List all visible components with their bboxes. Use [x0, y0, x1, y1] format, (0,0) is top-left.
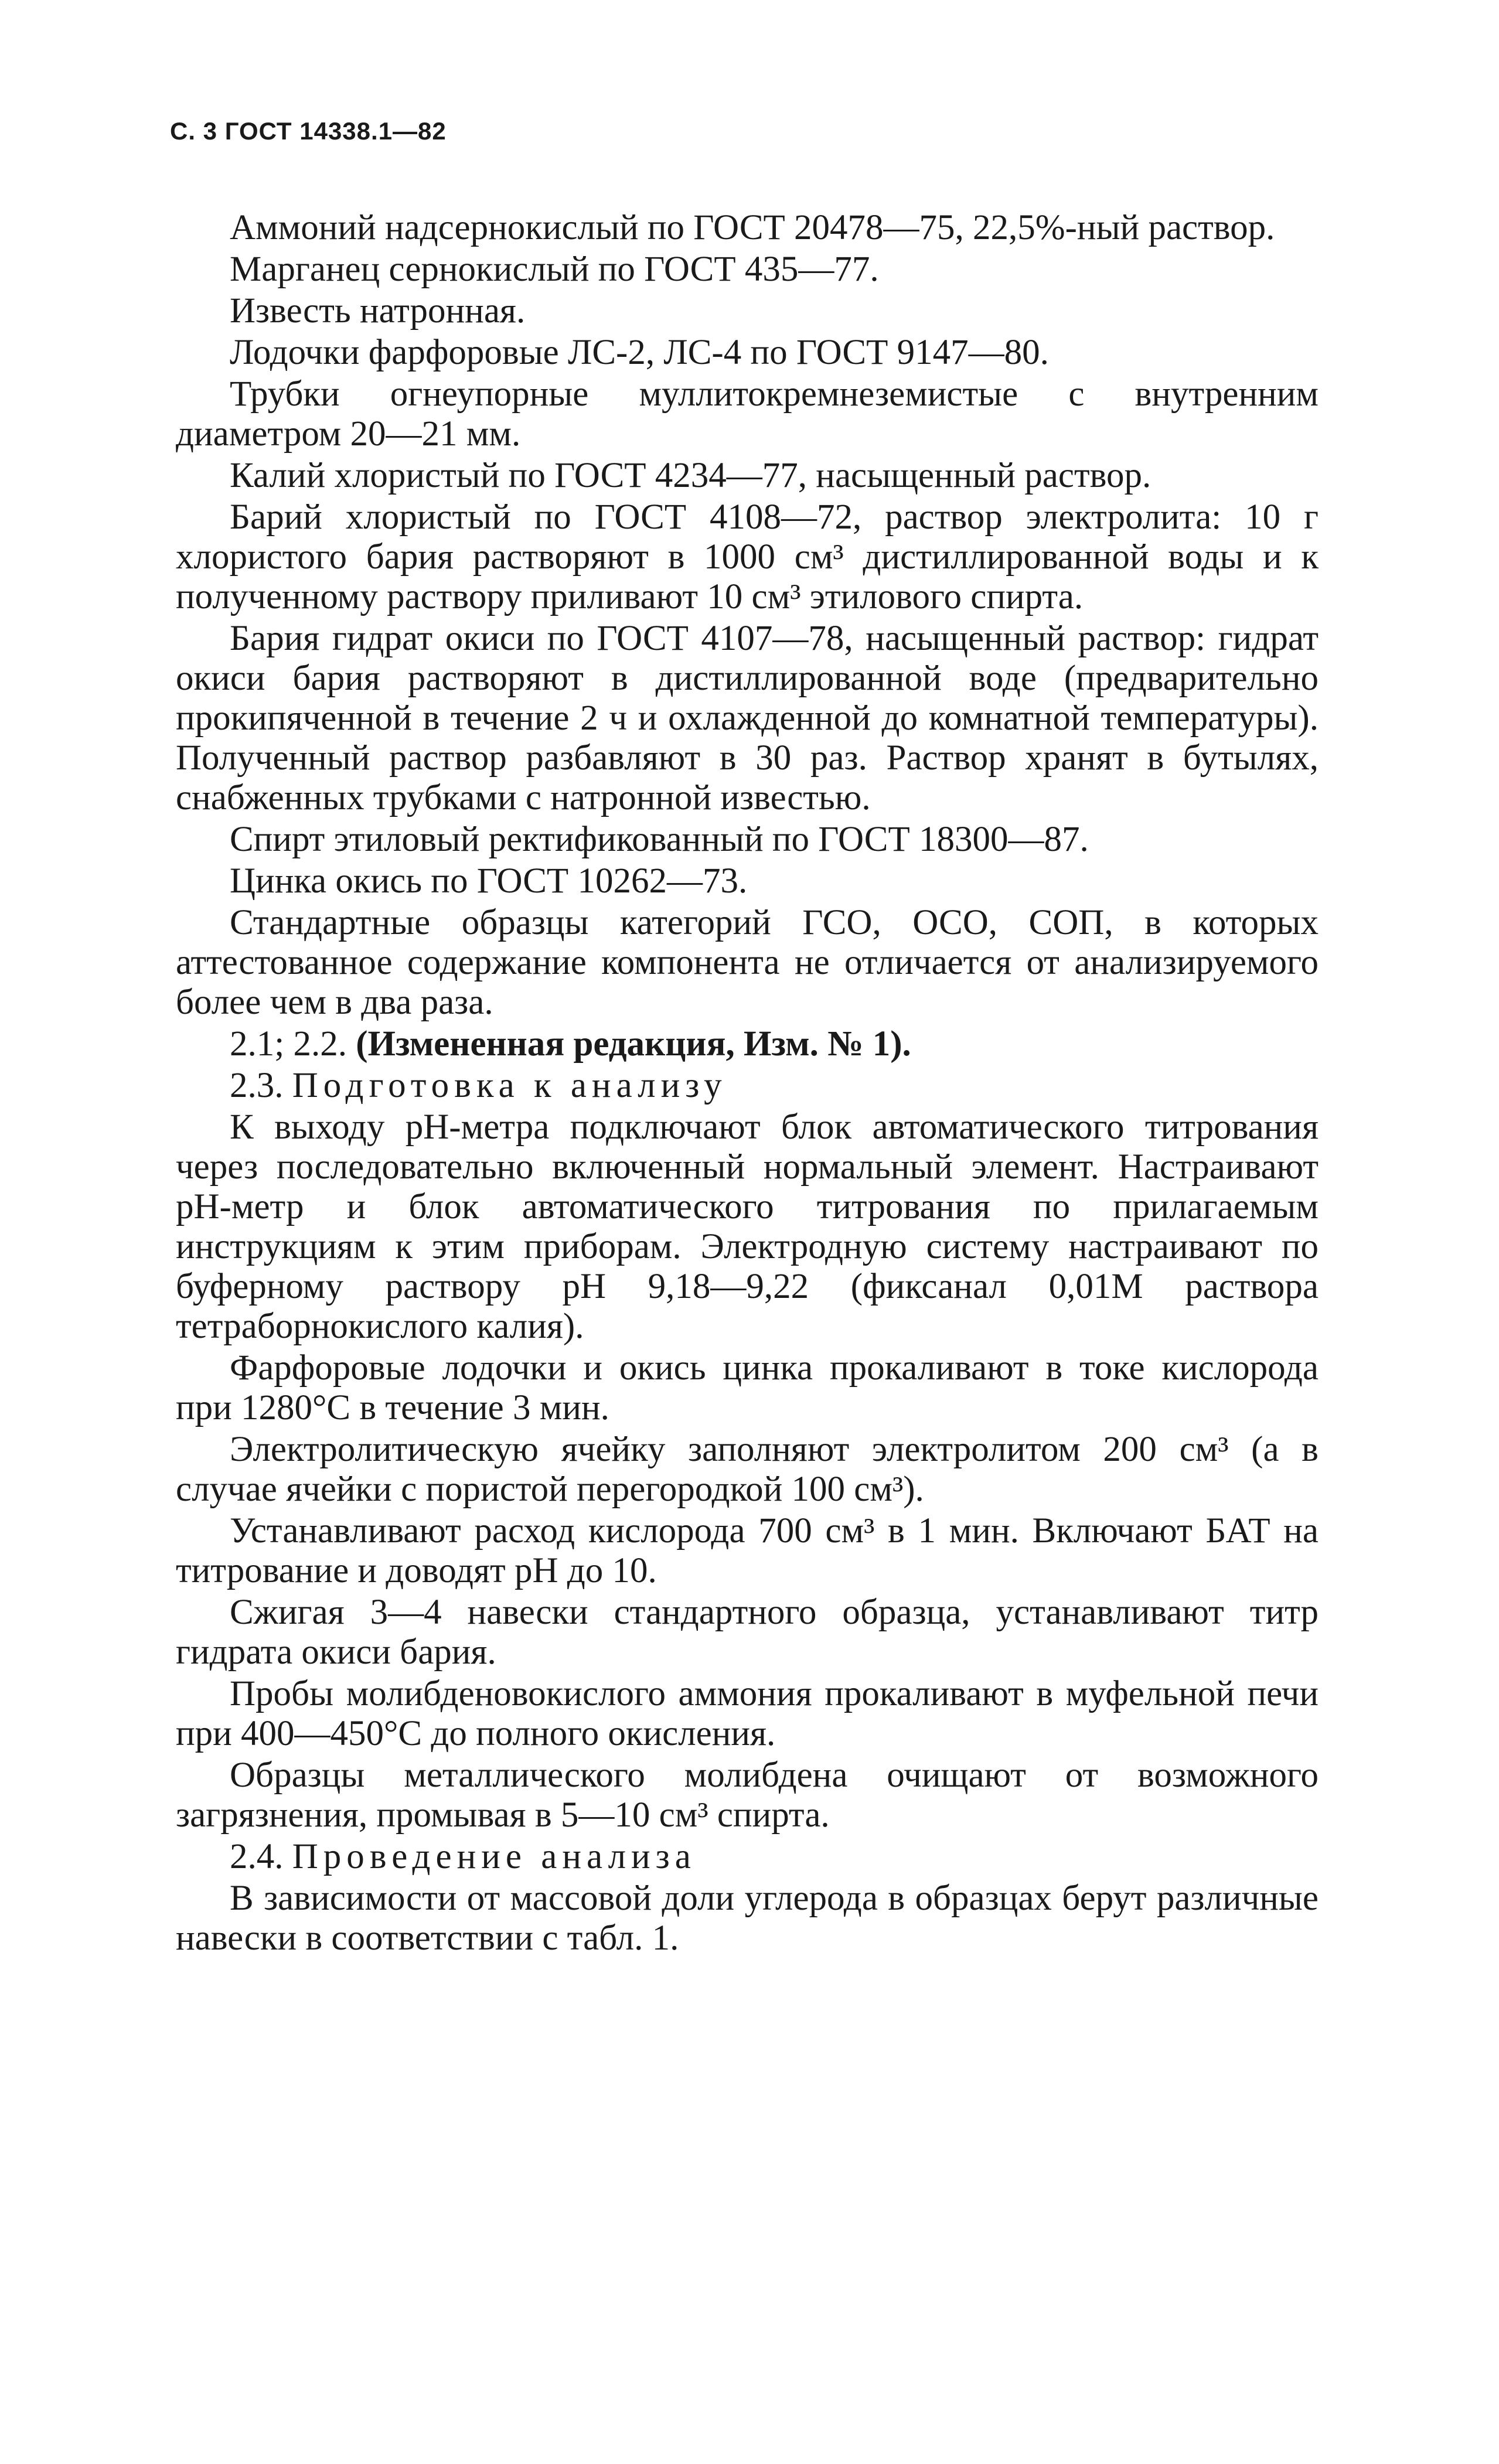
paragraph-standard-samples: Стандартные образцы категорий ГСО, ОСО, СОП, в которых аттестованное содержание компонента не отличается от анализируемого более чем в два раза.	[176, 903, 1319, 1022]
amendment-bold: (Измененная редакция, Изм. № 1).	[356, 1024, 911, 1064]
section-title-2-4: Проведение анализа	[292, 1837, 696, 1876]
paragraph-titer: Сжигая 3—4 навески стандартного образца, устанавливают титр гидрата окиси бария.	[176, 1593, 1319, 1672]
paragraph-ethyl-alcohol: Спирт этиловый ректификованный по ГОСТ 18300—87.	[230, 820, 1089, 859]
paragraph-soda-lime: Известь натронная.	[230, 291, 526, 330]
paragraph-molybdenum-cleaning: Образцы металлического молибдена очищают от возможного загрязнения, промывая в 5—10 см³ спирта.	[176, 1756, 1319, 1835]
section-heading-2-4	[176, 1837, 1319, 1877]
document-body	[176, 208, 1319, 1960]
paragraph-refractory-tubes: Трубки огнеупорные муллитокремнеземистые с внутренним диаметром 20—21 мм.	[176, 374, 1319, 454]
paragraph-manganese-sulfate: Марганец сернокислый по ГОСТ 435—77.	[230, 250, 879, 289]
paragraph-barium-chloride: Барий хлористый по ГОСТ 4108—72, раствор электролита: 10 г хлористого бария растворяют в 1000 см³ дистиллированной воды и к полученному раствору приливают 10 см³ этилового спирта.	[176, 497, 1319, 616]
section-number-2-4: 2.4.	[230, 1837, 292, 1876]
paragraph-porcelain-boats: Лодочки фарфоровые ЛС-2, ЛС-4 по ГОСТ 9147—80.	[230, 333, 1049, 372]
paragraph-barium-hydroxide: Бария гидрат окиси по ГОСТ 4107—78, насыщенный раствор: гидрат окиси бария растворяют в дистиллированной воде (предварительно прокипяченной в течение 2 ч и охлажденной до комнатной температуры). Полученный раствор разбавляют в 30 раз. Раствор хранят в бутылях, снабженных трубками с натронной известью.	[176, 619, 1319, 817]
paragraph-zinc-oxide: Цинка окись по ГОСТ 10262—73.	[230, 861, 748, 901]
amendment-prefix: 2.1; 2.2.	[230, 1024, 356, 1064]
paragraph-sample-weights: В зависимости от массовой доли углерода в образцах берут различные навески в соответствии с табл. 1.	[176, 1879, 1319, 1958]
amendment-note	[176, 1024, 1319, 1064]
paragraph-calcination: Фарфоровые лодочки и окись цинка прокаливают в токе кислорода при 1280°С в течение 3 мин.	[176, 1348, 1319, 1427]
section-title-2-3: Подготовка к анализу	[292, 1066, 727, 1105]
paragraph-ph-meter-setup: К выходу pH-метра подключают блок автоматического титрования через последовательно включенный нормальный элемент. Настраивают pH-метр и блок автоматического титрования по прилагаемым инструкциям к этим приборам. Электродную систему настраивают по буферному раствору pH 9,18—9,22 (фиксанал 0,01М раствора тетраборнокислого калия).	[176, 1107, 1319, 1346]
page-header: С. 3 ГОСТ 14338.1—82	[170, 117, 447, 145]
paragraph-ammonium-molybdate: Пробы молибденовокислого аммония прокаливают в муфельной печи при 400—450°С до полного окисления.	[176, 1674, 1319, 1753]
paragraph-potassium-chloride: Калий хлористый по ГОСТ 4234—77, насыщенный раствор.	[230, 456, 1151, 495]
paragraph-electrolytic-cell: Электролитическую ячейку заполняют электролитом 200 см³ (а в случае ячейки с пористой перегородкой 100 см³).	[176, 1430, 1319, 1509]
paragraph-ammonium-persulfate: Аммоний надсернокислый по ГОСТ 20478—75, 22,5%-ный раствор.	[230, 208, 1275, 247]
section-number-2-3: 2.3.	[230, 1066, 292, 1105]
section-heading-2-3	[176, 1066, 1319, 1106]
paragraph-oxygen-flow: Устанавливают расход кислорода 700 см³ в 1 мин. Включают БАТ на титрование и доводят pH до 10.	[176, 1511, 1319, 1590]
